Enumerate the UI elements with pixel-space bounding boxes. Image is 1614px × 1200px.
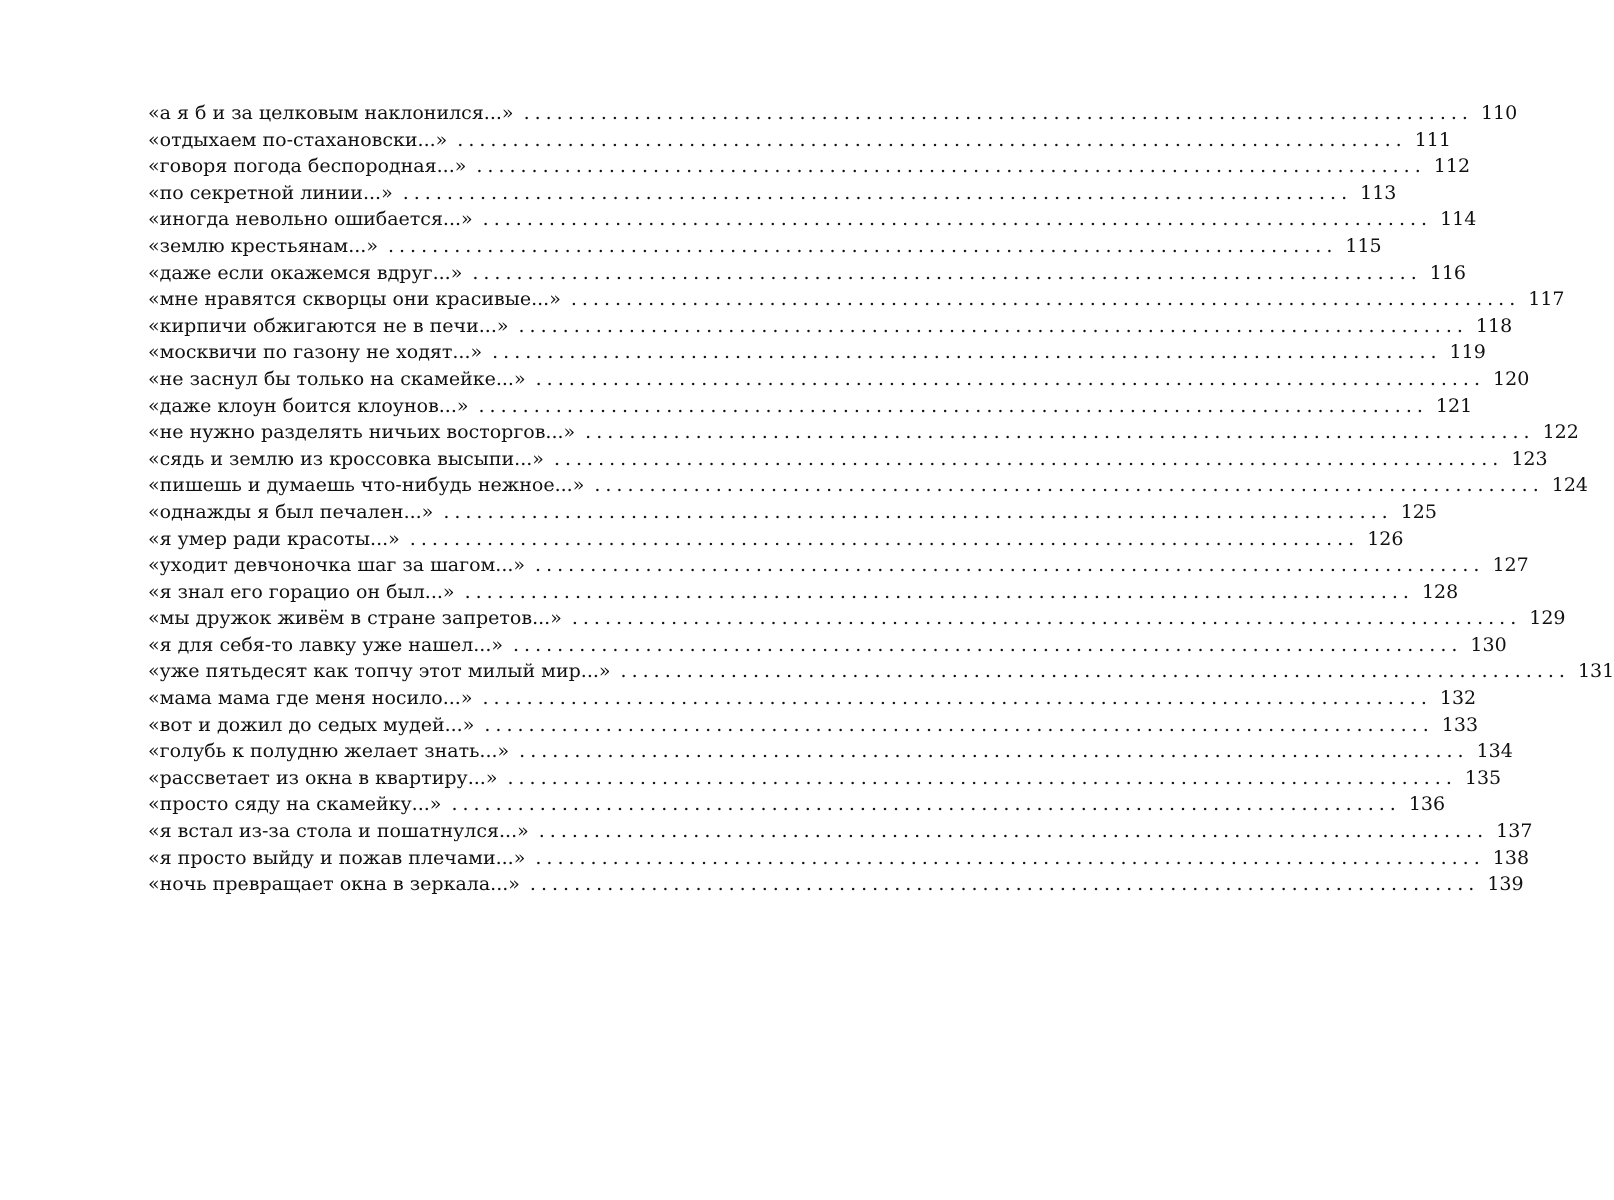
toc-entry [148,845,1530,872]
toc-dot-leader: ...................................................................................... [476,155,1426,178]
toc-entry [148,127,1451,154]
toc-entry-title: «кирпичи обжигаются не в печи...» [148,314,509,337]
toc-entry-title: «ночь превращает окна в зеркала...» [148,873,520,896]
toc-entry-title: «даже клоун боится клоунов...» [148,394,469,417]
toc-entry [148,286,1565,313]
toc-entry [148,818,1533,845]
toc-dot-leader: ...................................................................................... [457,128,1407,151]
toc-dot-leader: ...................................................................................... [620,660,1570,683]
toc-dot-leader: ...................................................................................... [492,341,1442,364]
toc-entry-title: «не заснул бы только на скамейке...» [148,367,526,390]
toc-dot-leader: ...................................................................................... [571,607,1522,630]
toc-dot-leader: ...................................................................................... [402,181,1353,204]
toc-dot-leader: ...................................................................................... [482,687,1432,710]
toc-entry [148,366,1530,393]
toc-dot-leader: ...................................................................................... [553,447,1504,470]
toc-entry [148,180,1397,207]
toc-dot-leader: ...................................................................................... [387,234,1338,257]
toc-entry-page: 120 [1493,367,1530,390]
toc-entry-page: 111 [1414,128,1451,151]
toc-entry-title: «уходит девчоночка шаг за шагом...» [148,554,526,577]
toc-entry-title: «я просто выйду и пожав плечами...» [148,846,526,869]
toc-entry [148,526,1404,553]
toc-entry-page: 119 [1449,341,1486,364]
toc-entry [148,419,1579,446]
toc-entry-page: 138 [1492,846,1530,869]
toc-entry [148,632,1507,659]
toc-dot-leader: ...................................................................................... [594,474,1544,497]
toc-entry [148,233,1382,260]
toc-entry [148,765,1502,792]
toc-entry [148,712,1479,739]
toc-entry [148,393,1473,420]
toc-dot-leader: ...................................................................................... [513,633,1463,656]
toc-entry-page: 124 [1551,474,1588,497]
toc-entry [148,552,1529,579]
toc-dot-leader: ...................................................................................... [472,261,1422,284]
toc-dot-leader: ...................................................................................... [538,820,1489,843]
toc-entry [148,871,1524,898]
toc-entry-title: «иногда невольно ошибается...» [148,208,473,231]
toc-entry-title: «я знал его горацио он был...» [148,580,455,603]
toc-entry-page: 112 [1433,155,1471,178]
toc-entry [148,446,1548,473]
toc-dot-leader: ...................................................................................... [518,314,1468,337]
toc-entry-page: 115 [1345,234,1382,257]
toc-entry [148,499,1437,526]
toc-dot-leader: ...................................................................................... [482,208,1433,231]
toc-entry-page: 132 [1439,687,1477,710]
toc-dot-leader: ...................................................................................... [484,713,1434,736]
toc-entry [148,658,1614,685]
toc-entry-title: «вот и дожил до седых мудей...» [148,713,475,736]
toc-entry-page: 125 [1400,500,1437,523]
toc-dot-leader: ...................................................................................... [523,102,1473,124]
toc-entry [148,206,1477,233]
table-of-contents [148,100,1614,898]
toc-entry-page: 113 [1360,181,1397,204]
toc-entry [148,605,1566,632]
toc-entry-page: 126 [1367,527,1404,550]
toc-entry-page: 118 [1475,314,1513,337]
toc-entry [148,153,1471,180]
toc-entry-title: «я умер ради красоты...» [148,527,400,550]
toc-entry [148,472,1588,499]
toc-entry-page: 122 [1542,421,1579,444]
toc-entry-title: «мы дружок живём в стране запретов...» [148,607,562,630]
toc-entry-title: «мама мама где меня носило...» [148,687,473,710]
toc-entry-title: «мне нравятся скворцы они красивые...» [148,288,561,311]
toc-dot-leader: ...................................................................................... [519,740,1469,763]
toc-dot-leader: ...................................................................................... [585,421,1535,444]
toc-dot-leader: ...................................................................................... [535,846,1485,869]
toc-entry-page: 130 [1470,633,1507,656]
toc-entry-page: 129 [1529,607,1566,630]
toc-entry-title: «землю крестьянам...» [148,234,378,257]
toc-entry-page: 117 [1528,288,1565,311]
toc-entry-title: «говоря погода беспородная...» [148,155,467,178]
toc-entry-title: «по секретной линии...» [148,181,393,204]
toc-entry-page: 135 [1464,766,1502,789]
toc-dot-leader: ...................................................................................... [409,527,1360,550]
toc-entry-page: 137 [1496,820,1533,843]
toc-entry-title: «рассветает из окна в квартиру...» [148,766,498,789]
toc-entry-title: «просто сяду на скамейку...» [148,793,442,816]
toc-entry-title: «уже пятьдесят как топчу этот милый мир...» [148,660,611,683]
toc-entry [148,339,1486,366]
toc-entry-page: 114 [1440,208,1477,231]
toc-entry [148,579,1459,606]
toc-dot-leader: ...................................................................................... [570,288,1521,311]
toc-entry [148,685,1477,712]
toc-entry [148,260,1466,287]
toc-entry-title: «я для себя-то лавку уже нашел...» [148,633,504,656]
toc-entry-title: «я встал из-за стола и пошатнулся...» [148,820,529,843]
toc-entry-page: 127 [1492,554,1529,577]
toc-entry-title: «сядь и землю из кроссовка высыпи...» [148,447,544,470]
toc-entry-page: 110 [1480,102,1518,124]
toc-entry-page: 131 [1577,660,1614,683]
toc-entry-title: «даже если окажемся вдруг...» [148,261,463,284]
toc-entry [148,738,1513,765]
toc-dot-leader: ...................................................................................... [535,367,1486,390]
toc-dot-leader: ...................................................................................... [535,554,1485,577]
toc-entry-title: «отдыхаем по-стахановски...» [148,128,448,151]
toc-entry-title: «голубь к полудню желает знать...» [148,740,510,763]
toc-entry-page: 139 [1487,873,1524,896]
toc-entry-page: 116 [1429,261,1466,284]
toc-entry-page: 128 [1421,580,1459,603]
toc-dot-leader: ...................................................................................... [507,766,1457,789]
toc-entry [148,791,1446,818]
toc-dot-leader: ...................................................................................... [529,873,1480,896]
toc-entry [148,100,1518,127]
toc-entry-title: «а я б и за целковым наклонился...» [148,102,514,124]
toc-dot-leader: ...................................................................................... [464,580,1414,603]
toc-entry-page: 134 [1476,740,1513,763]
toc-entry [148,313,1513,340]
toc-entry-page: 123 [1511,447,1548,470]
toc-dot-leader: ...................................................................................... [451,793,1401,816]
toc-dot-leader: ...................................................................................... [478,394,1428,417]
toc-entry-page: 121 [1435,394,1473,417]
toc-entry-title: «пишешь и думаешь что-нибудь нежное...» [148,474,585,497]
toc-entry-title: «москвичи по газону не ходят...» [148,341,483,364]
toc-entry-title: «не нужно разделять ничьих восторгов...» [148,421,576,444]
toc-dot-leader: ...................................................................................... [443,500,1393,523]
toc-entry-page: 136 [1408,793,1446,816]
toc-entry-title: «однажды я был печален...» [148,500,434,523]
toc-entry-page: 133 [1441,713,1479,736]
